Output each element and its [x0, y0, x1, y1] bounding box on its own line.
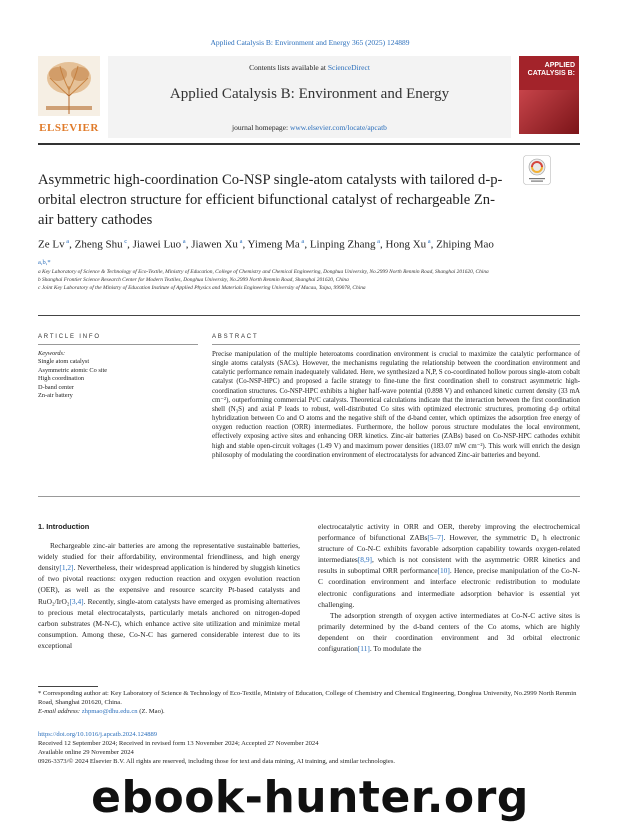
email-suffix: (Z. Mao). [137, 708, 165, 716]
intro-paragraph-1 [38, 540, 300, 651]
keywords-block [38, 350, 198, 400]
journal-masthead [108, 56, 511, 138]
keyword-item: Single atom catalyst [38, 358, 90, 366]
publication-info [38, 730, 580, 766]
corresponding-author-note: * Corresponding author at: Key Laboratory of Science & Technology of Eco-Textile, Ministry of Education, College of Chemistry and Chemical Engineering, Donghua University, No.2999 North Renmin Road, Shanghai 201620, China. [38, 690, 577, 707]
body-right-column [318, 521, 580, 654]
author-name[interactable]: Hong Xu [385, 238, 427, 251]
author-affiliation-marker[interactable]: a [237, 238, 243, 245]
author-list: Ze Lv $^a$, Zheng Shu $^c$, Jiawei Luo $^a$, Jiawen Xu $^a$, Yimeng Ma $^a$, Linping Zhang $^a$, Hong Xu $^a$, Zhiping Mao $^{a,b,*}$ [38, 238, 494, 266]
author-name[interactable]: Yimeng Ma [247, 238, 300, 251]
check-for-updates-icon[interactable] [523, 155, 551, 185]
cover-title: APPLIED CATALYSIS B: [527, 62, 575, 77]
keyword-item: High coordination [38, 375, 84, 383]
homepage-link[interactable]: www.elsevier.com/locate/apcatb [289, 123, 387, 132]
paragraph-text: Rechargeable zinc-air batteries are among the representative sustainable batteries, widely studied for their affordability, environmental friendliness, and high energy density [38, 541, 300, 573]
contents-prefix: Contents lists available at [249, 63, 328, 72]
keyword-item: D-band center [38, 383, 74, 391]
paragraph-text: electrocatalytic activity in ORR and OER, thereby improving the electrochemical performance of bifunctional ZABs [318, 522, 580, 543]
keywords-label: Keywords: [38, 350, 66, 357]
author-affiliation-marker[interactable]: a [375, 238, 381, 245]
cover-graphic [519, 90, 579, 134]
affiliations [38, 268, 558, 292]
paragraph-text: . Hence, precise manipulation of the Co-N-C coordination environment and interface electronic redistribution to modulate electronic configurations and intermediate adsorption behavior is essential yet challenging. [318, 566, 580, 609]
author-name[interactable]: Linping Zhang [309, 238, 376, 251]
footnote-rule [38, 686, 98, 687]
paragraph-text: . Nevertheless, their widespread application is hindered by sluggish kinetics of two pivotal reactions: oxygen reduction reaction and oxygen evolution reaction (OER), as well as the expensive and resource scarcity Pt-based catalysts and RuO₂/IrO₂ [38, 563, 300, 606]
article-info-rule [38, 344, 198, 345]
elsevier-logo[interactable] [38, 56, 100, 134]
affiliation-a: a Key Laboratory of Science & Technology of Eco-Textile, Ministry of Education, College of Chemistry and Chemical Engineering, Donghua University, No.2999 North Renmin Road, Shanghai 201620, China [38, 269, 489, 275]
author-name[interactable]: Ze Lv [38, 238, 65, 251]
contents-line [108, 63, 511, 72]
paragraph-text: , which is not consistent with the asymmetric ORR kinetics and results in suboptimal ORR performance [318, 555, 580, 576]
author-name[interactable]: Jiawei Luo [132, 238, 182, 251]
journal-cover-thumbnail[interactable] [519, 56, 579, 134]
author-affiliation-marker[interactable]: a [64, 238, 70, 245]
journal-reference[interactable]: Applied Catalysis B: Environment and Energy 365 (2025) 124889 [210, 38, 410, 47]
author-name[interactable]: Jiawen Xu [191, 238, 238, 251]
email-line [38, 707, 580, 716]
elsevier-tree-icon [38, 56, 100, 116]
paragraph-text: . To modulate the [369, 644, 422, 654]
author-affiliation-marker[interactable]: a [181, 238, 186, 245]
paragraph-text: . Recently, single-atom catalysts have emerged as promising alternatives to precious metal electrocatalysts, particularly metals anchored on nitrogen-doped carbon substrates (M-N-C), which enhance active site utilization and minimize metal consumption. Among these, Co-N-C has garnered considerable interest due to its exceptional [38, 596, 300, 650]
article-title: Asymmetric high-coordination Co-NSP single-atom catalysts with tailored d-p-orbital electron structure for efficient bifunctional catalyst of rechargeable Zn-air battery cathodes [38, 172, 503, 228]
available-online: Available online 29 November 2024 [38, 749, 134, 756]
homepage-line [108, 123, 511, 132]
author-affiliation-marker[interactable]: a,b,* [38, 258, 51, 266]
doi-link[interactable]: https://doi.org/10.1016/j.apcatb.2024.124889 [38, 731, 158, 738]
citation-link[interactable]: [10] [437, 566, 450, 576]
abstract-end-rule [38, 496, 580, 497]
elsevier-wordmark: ELSEVIER [39, 122, 99, 134]
author-affiliation-marker[interactable]: c [122, 238, 128, 245]
section-heading-introduction: 1. Introduction [38, 522, 90, 531]
intro-paragraph-2 [318, 610, 580, 654]
abstract-text: Precise manipulation of the multiple heteroatoms coordination environment is crucial to maximize the catalytic performance of single atoms catalysts (SACs). However, the mechanisms regulating the relationship between the coordination environment and catalytic performance remain inadequately validated. Here, we synthesized a N,P, S co-coordinated hollow porous single-atom cobalt catalyst (Co-NSP-HPC) and proposed a facile strategy to fine-tune the first coordination shell to construct asymmetric high-coordination structures. Co-NSP-HPC exhibits a higher half-wave potential (0.898 V) and enhanced kinetic current density (33 mA cm⁻²), outperforming commercial Pt/C catalysts. Theoretical calculations indicate that the interaction between the first coordination shell (N₃S) and axial P leads to robust, well-distributed Co sites with optimized electronic structures, promoting d-p orbital hybridization between Co and O atoms and the negative shift of the d-band center, which optimizes the adsorption free energy of oxygen reduction reaction (ORR) intermediates. Furthermore, the hollow porous structure modulates the local environment, effectively exposing active sites and enhancing ORR kinetics. Zinc-air batteries (ZABs) based on Co-NSP-HPC cathodes exhibit high and stable open-circuit voltages (1.49 V) and maximum power densities (183.07 mW cm⁻²). This work will enrich the design philosophy of modulating the coordination environment of electrocatalysts for advanced Zinc-air batteries and beyond. [212, 351, 580, 459]
intro-paragraph-1-continued [318, 521, 580, 610]
affiliation-b: b Shanghai Frontier Science Research Center for Modern Textiles, Donghua University, No.2999 North Renmin Road, Shanghai 201620, China [38, 277, 349, 283]
abstract-heading: ABSTRACT [212, 334, 259, 340]
citation-link[interactable]: [1,2] [59, 563, 74, 573]
author-affiliation-marker[interactable]: a [426, 238, 431, 245]
paragraph-text: The adsorption strength of oxygen active intermediates at Co-N-C active sites is primarily determined by the d-band centers of the Co atoms, which are highly dependent on their coordination environment and 3d orbital electronic configuration [318, 610, 580, 654]
sciencedirect-link[interactable]: ScienceDirect [327, 63, 370, 72]
affiliation-c: c Joint Key Laboratory of the Ministry of Education Institute of Applied Physics and Materials Engineering University of Macau, Taipa, 999078, China [38, 285, 366, 291]
email-link[interactable]: zhpmao@dhu.edu.cn [81, 708, 138, 716]
author-affiliation-marker[interactable]: a [299, 238, 305, 245]
body-left-column [38, 521, 300, 651]
keyword-item: Zn-air battery [38, 392, 73, 400]
email-label: E-mail address: [38, 708, 82, 716]
homepage-prefix: journal homepage: [232, 123, 290, 132]
journal-title: Applied Catalysis B: Environment and Energy [169, 86, 450, 102]
keyword-item: Asymmetric atomic Co site [38, 366, 108, 374]
header-divider [38, 143, 580, 145]
corresponding-footnote [38, 689, 580, 717]
citation-link[interactable]: [3,4] [69, 596, 84, 606]
citation-link[interactable]: [8,9] [357, 555, 372, 565]
citation-link[interactable]: [5–7] [427, 533, 444, 543]
author-name[interactable]: Zheng Shu [74, 238, 123, 251]
author-name[interactable]: Zhiping Mao [436, 238, 494, 251]
watermark-text: ebook-hunter.org [91, 772, 529, 823]
affiliation-divider [38, 315, 580, 316]
paragraph-text: . However, the symmetric D₄ h electronic structure of Co-N-C exhibits favorable adsorption capability towards oxygen-related intermediates [318, 533, 580, 565]
copyright-line: 0926-3373/© 2024 Elsevier B.V. All rights are reserved, including those for text and data mining, AI training, and similar technologies. [38, 758, 396, 765]
citation-link[interactable]: [11] [357, 644, 370, 654]
abstract-rule [212, 344, 580, 345]
article-info-heading: ARTICLE INFO [38, 334, 101, 340]
received-dates: Received 12 September 2024; Received in revised form 13 November 2024; Accepted 27 November 2024 [38, 740, 319, 747]
